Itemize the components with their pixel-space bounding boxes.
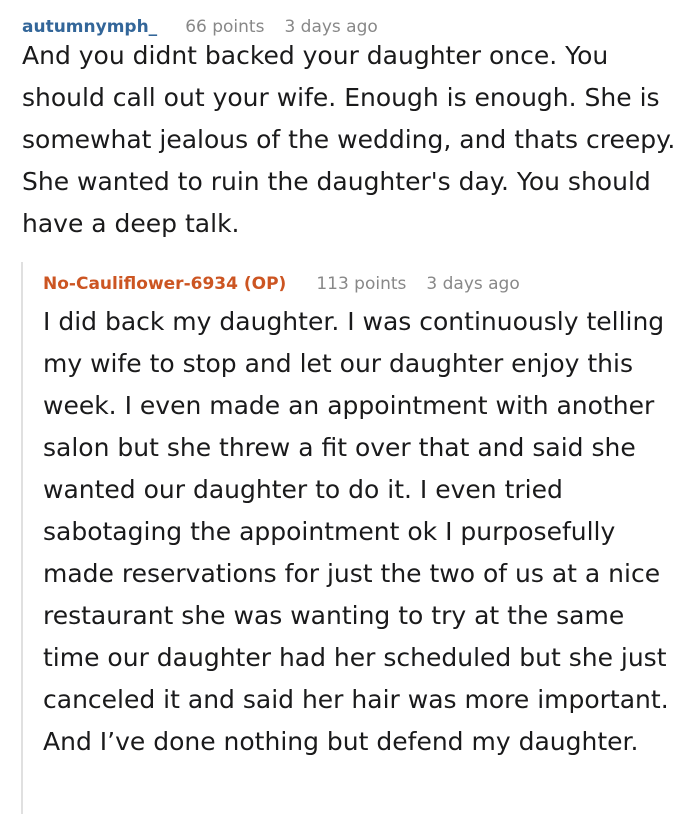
reply-username[interactable]: No-Cauliflower-6934 (OP) <box>43 274 287 294</box>
reply-body: I did back my daughter. I was continuously telling my wife to stop and let our daughter enjoy this week. I even made an appointment with another salon but she threw a fit over that and said she wanted our daughter to do it. I even tried sabotaging the appointment ok I purposefully made reservations for just the two of us at a nice restaurant she was wanting to try at the same time our daughter had her scheduled but she just canceled it and said her hair was more important. And I’ve done nothing but defend my daughter. <box>43 307 669 756</box>
reply-comment <box>21 262 681 814</box>
reply-points: 113 points <box>316 274 407 294</box>
comment-username[interactable]: autumnymph_ <box>22 17 158 37</box>
comment-points: 66 points <box>185 17 265 37</box>
comment-meta <box>22 0 682 37</box>
comment <box>22 0 682 245</box>
comment-timestamp: 3 days ago <box>284 17 378 37</box>
comment-body: And you didnt backed your daughter once. You should call out your wife. Enough is enough. She is somewhat jealous of the wedding, and thats creepy. She wanted to ruin the daughter's day. You should have a deep talk. <box>22 41 676 238</box>
reply-meta <box>43 262 681 298</box>
reply-timestamp: 3 days ago <box>426 274 520 294</box>
